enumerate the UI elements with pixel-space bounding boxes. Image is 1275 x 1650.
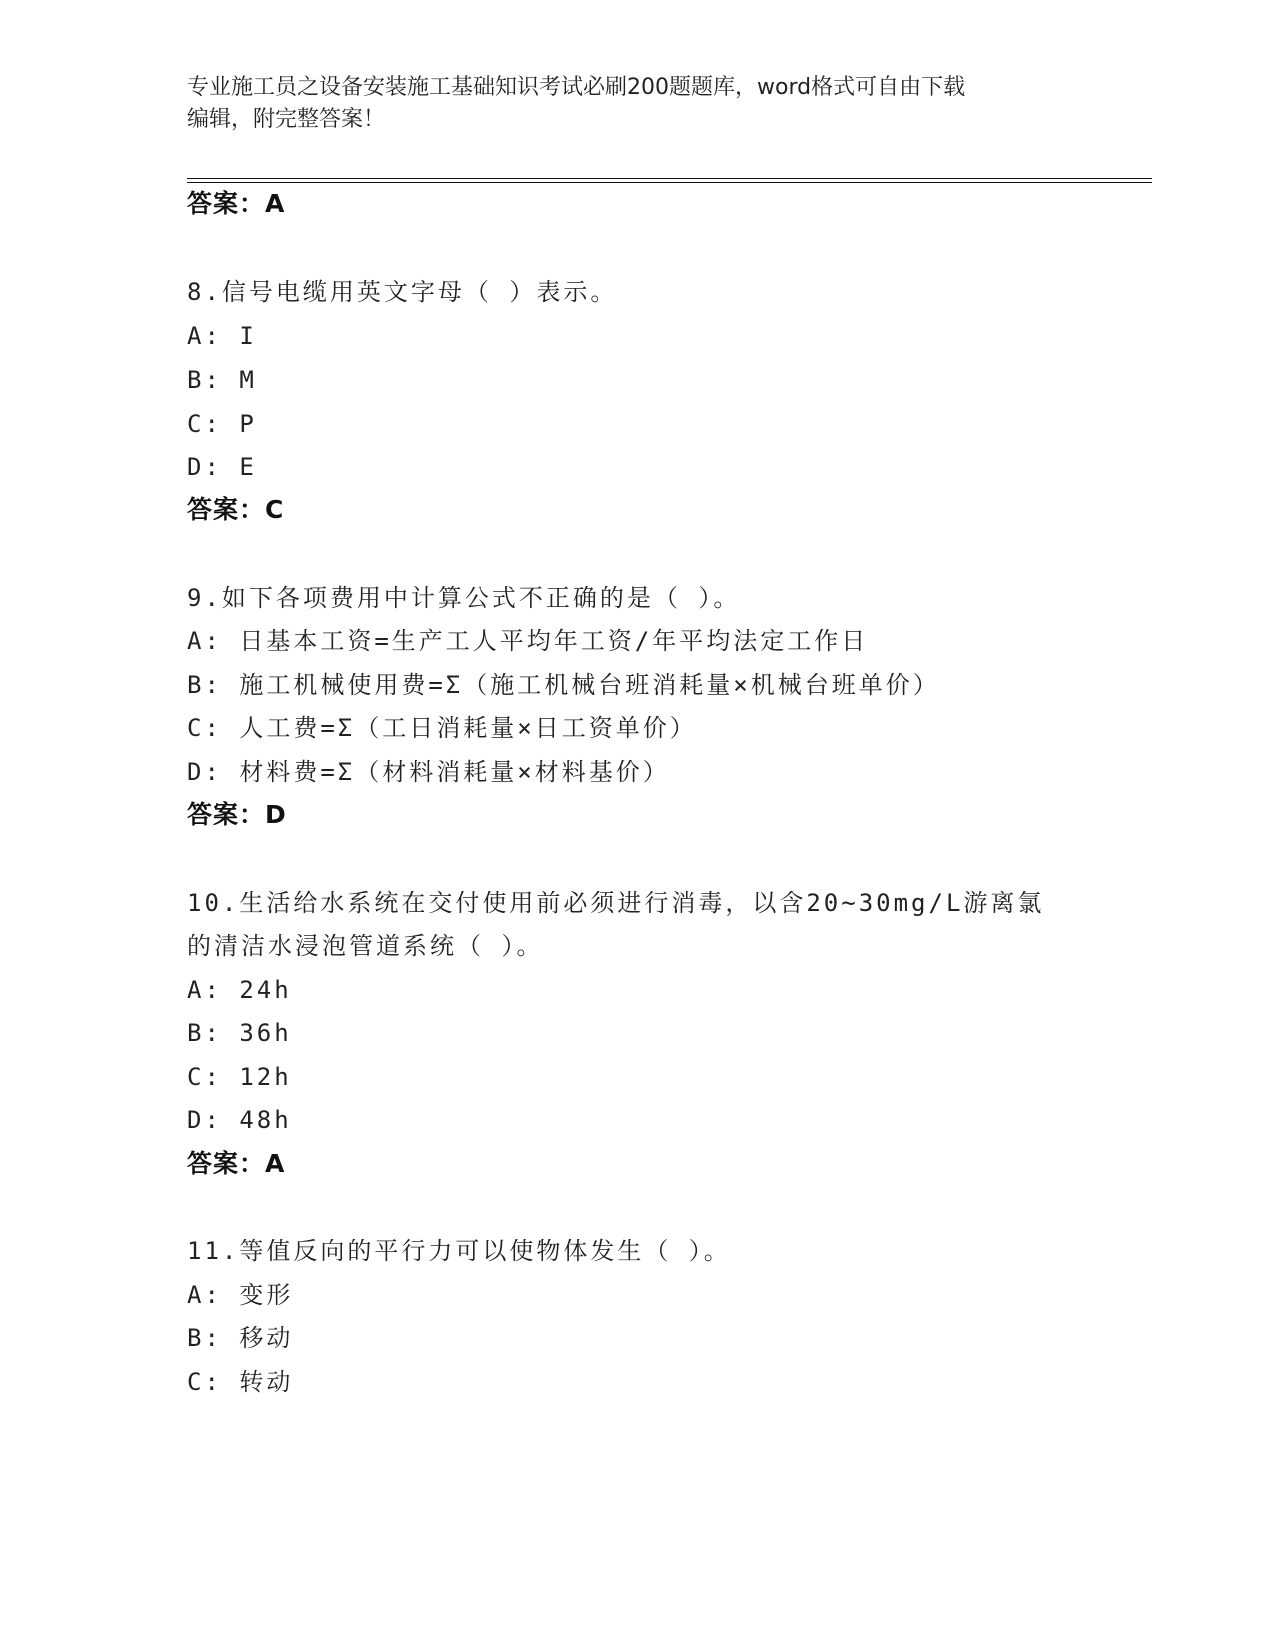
header-divider-bottom — [187, 182, 1152, 183]
question-10-option-a: A: 24h — [187, 976, 292, 1004]
header-line-2: 编辑，附完整答案！ — [187, 107, 386, 132]
question-11-option-b: B: 移动 — [187, 1324, 294, 1352]
page-header — [187, 72, 1067, 136]
question-10-answer: 答案：A — [187, 1149, 286, 1178]
question-9-option-c: C: 人工费=Σ（工日消耗量×日工资单价） — [187, 714, 697, 742]
question-10-option-d: D: 48h — [187, 1106, 292, 1134]
question-8-answer: 答案：C — [187, 495, 285, 524]
question-9-option-d: D: 材料费=Σ（材料消耗量×材料基价） — [187, 758, 670, 786]
question-11-option-c: C: 转动 — [187, 1368, 294, 1396]
question-9-option-a: A: 日基本工资=生产工人平均年工资/年平均法定工作日 — [187, 627, 869, 655]
question-8-option-b: B: M — [187, 366, 257, 394]
question-11-option-a: A: 变形 — [187, 1281, 294, 1309]
question-8-option-c: C: P — [187, 410, 257, 438]
question-8-stem: 8.信号电缆用英文字母（ ）表示。 — [187, 278, 618, 306]
question-10-option-c: C: 12h — [187, 1063, 292, 1091]
previous-answer: 答案：A — [187, 189, 286, 218]
question-9-stem: 9.如下各项费用中计算公式不正确的是（ ）。 — [187, 584, 741, 612]
question-10-option-b: B: 36h — [187, 1019, 292, 1047]
header-divider-top — [187, 178, 1152, 179]
question-11-stem: 11.等值反向的平行力可以使物体发生（ ）。 — [187, 1237, 731, 1265]
question-8-option-d: D: E — [187, 453, 257, 481]
question-9-option-b: B: 施工机械使用费=Σ（施工机械台班消耗量×机械台班单价） — [187, 671, 940, 699]
header-line-1: 专业施工员之设备安装施工基础知识考试必刷200题题库，word格式可自由下载 — [187, 75, 966, 100]
question-8-option-a: A: I — [187, 322, 257, 350]
question-10-stem-line-1: 10.生活给水系统在交付使用前必须进行消毒，以含20~30mg/L游离氯 — [187, 889, 1045, 917]
question-9-answer: 答案：D — [187, 800, 287, 829]
question-10-stem-line-2: 的清洁水浸泡管道系统（ ）。 — [187, 932, 544, 960]
